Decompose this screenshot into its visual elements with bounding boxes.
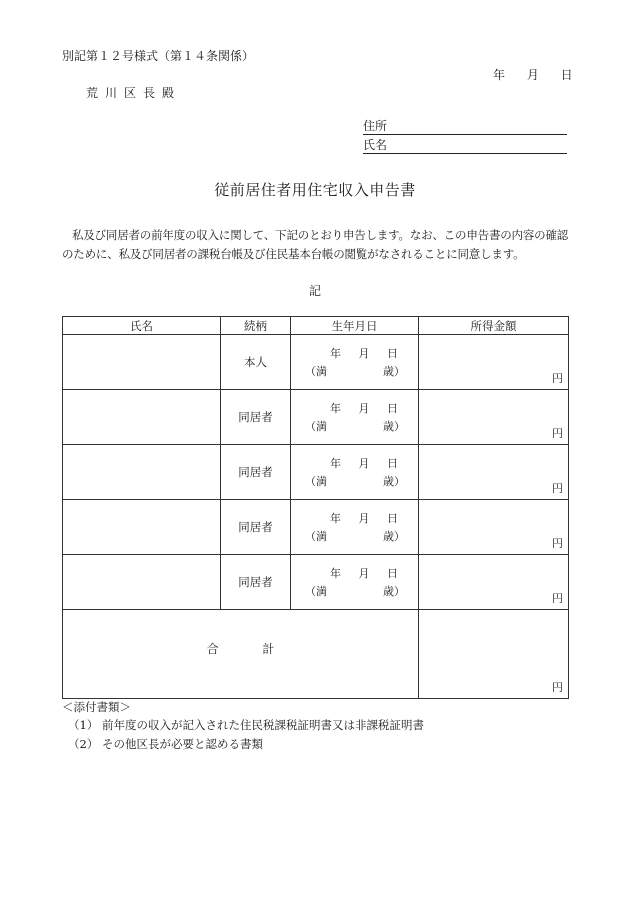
form-id: 別記第１２号様式（第１４条関係）: [62, 49, 255, 63]
age-close: 歳）: [383, 365, 405, 378]
relation-label: 同居者: [238, 575, 273, 589]
attachment-number: （1）: [68, 718, 99, 732]
birthdate-field[interactable]: [291, 445, 419, 500]
birthdate-ymd: 年 月 日: [330, 512, 398, 525]
relation-cell: [221, 390, 291, 445]
relation-cell: [221, 500, 291, 555]
income-field[interactable]: [419, 500, 569, 555]
header-birthdate: 生年月日: [291, 317, 419, 335]
yen-unit: 円: [552, 482, 563, 495]
birthdate-field[interactable]: [291, 390, 419, 445]
attachments-heading: ＜添付書類＞: [62, 700, 131, 714]
table-row: [63, 390, 569, 445]
birthdate-ymd: 年 月 日: [330, 347, 398, 360]
yen-unit: 円: [552, 592, 563, 605]
header-income: 所得金額: [419, 317, 569, 335]
name-input-cell[interactable]: [63, 555, 221, 610]
table-row: [63, 500, 569, 555]
age-open: （満: [305, 475, 327, 488]
income-field[interactable]: [419, 335, 569, 390]
header-relation: 続柄: [221, 317, 291, 335]
age-close: 歳）: [383, 420, 405, 433]
yen-unit: 円: [552, 427, 563, 440]
birthdate-field[interactable]: [291, 500, 419, 555]
total-label: 合 計: [206, 641, 275, 656]
age-open: （満: [305, 420, 327, 433]
relation-label: 同居者: [238, 410, 273, 424]
name-input-cell[interactable]: [63, 335, 221, 390]
birthdate-ymd: 年 月 日: [330, 457, 398, 470]
birthdate-ymd: 年 月 日: [330, 402, 398, 415]
age-close: 歳）: [383, 475, 405, 488]
age-open: （満: [305, 530, 327, 543]
page-title: 従前居住者用住宅収入申告書: [214, 181, 416, 199]
address-field[interactable]: [363, 119, 567, 135]
attachment-item: [68, 717, 424, 733]
total-row: [63, 610, 569, 699]
relation-label: 同居者: [238, 520, 273, 534]
header-name: 氏名: [63, 317, 221, 335]
yen-unit: 円: [552, 537, 563, 550]
income-field[interactable]: [419, 555, 569, 610]
relation-cell: [221, 555, 291, 610]
name-label: 氏名: [363, 138, 388, 152]
date-field[interactable]: 年 月 日: [493, 68, 573, 82]
name-input-cell[interactable]: [63, 390, 221, 445]
yen-unit: 円: [552, 372, 563, 385]
income-field[interactable]: [419, 445, 569, 500]
relation-label: 同居者: [238, 465, 273, 479]
table-row: [63, 555, 569, 610]
total-income-field[interactable]: [419, 610, 569, 699]
total-label-cell: [63, 610, 419, 699]
birthdate-ymd: 年 月 日: [330, 567, 398, 580]
birthdate-field[interactable]: [291, 555, 419, 610]
age-close: 歳）: [383, 530, 405, 543]
age-open: （満: [305, 585, 327, 598]
attachment-item: [68, 736, 263, 752]
age-open: （満: [305, 365, 327, 378]
relation-cell: [221, 445, 291, 500]
attachment-text: その他区長が必要と認める書類: [102, 737, 263, 751]
table-row: [63, 335, 569, 390]
name-input-cell[interactable]: [63, 445, 221, 500]
ki-heading: 記: [308, 284, 321, 298]
table-header-row: [63, 317, 569, 335]
total-yen-unit: 円: [552, 681, 563, 694]
relation-cell: [221, 335, 291, 390]
name-input-cell[interactable]: [63, 500, 221, 555]
attachment-text: 前年度の収入が記入された住民税課税証明書又は非課税証明書: [102, 718, 424, 732]
addressee: 荒川区長殿: [86, 86, 182, 100]
age-close: 歳）: [383, 585, 405, 598]
address-label: 住所: [363, 119, 388, 133]
attachment-number: （2）: [68, 737, 99, 751]
income-table: [62, 316, 569, 699]
income-field[interactable]: [419, 390, 569, 445]
birthdate-field[interactable]: [291, 335, 419, 390]
declaration-text: 私及び同居者の前年度の収入に関して、下記のとおり申告します。なお、この申告書の内容の確認のために、私及び同居者の課税台帳及び住民基本台帳の閲覧がなされることに同意します。: [62, 228, 569, 261]
table-row: [63, 445, 569, 500]
relation-label: 本人: [244, 355, 267, 369]
name-field[interactable]: [363, 138, 567, 154]
